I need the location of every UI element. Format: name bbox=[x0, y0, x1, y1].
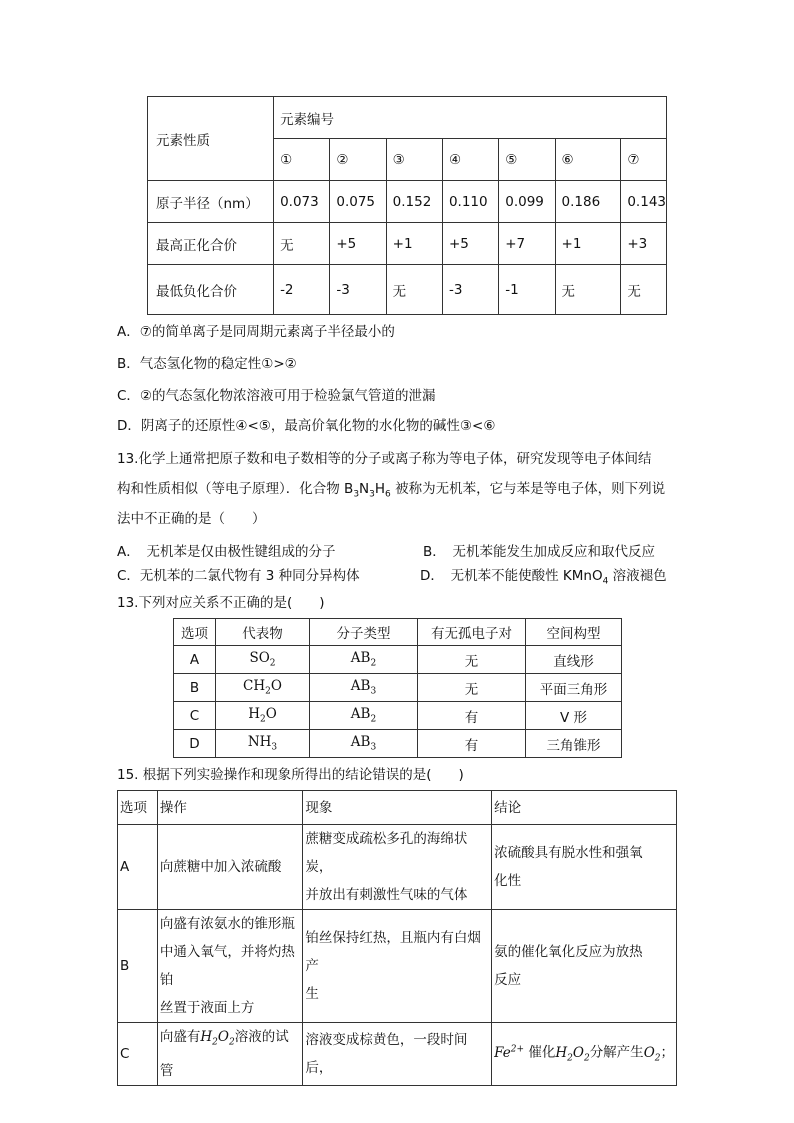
table-header-row: 选项 操作 现象 结论 bbox=[118, 791, 677, 825]
element-num: ④ bbox=[442, 139, 498, 181]
option-b: B． 无机苯能发生加成反应和取代反应 bbox=[423, 544, 656, 560]
table-row: C 向盛有$H_2O_2$溶液的试管 溶液变成棕黄色，一段时间后， $Fe^{2+}$ 催化$H_2O_2$分解产生$O_2$； bbox=[118, 1023, 677, 1086]
element-num: ③ bbox=[386, 139, 442, 181]
table-row: A 向蔗糖中加入浓硫酸 蔗糖变成疏松多孔的海绵状炭， 并放出有刺激性气味的气体 浓硫酸具有脱水性和强氧 化性 bbox=[118, 825, 677, 910]
table-row: D $NH_3$ $AB_3$ 有 三角锥形 bbox=[174, 730, 622, 758]
table-row: C $H_2O$ $AB_2$ 有 V 形 bbox=[174, 702, 622, 730]
table-row: B 向盛有浓氨水的锥形瓶 中通入氧气，并将灼热铂 丝置于液面上方 铂丝保持红热，且瓶内有白烟产 生 氨的催化氧化反应为放热 反应 bbox=[118, 910, 677, 1023]
col-header: 选项 bbox=[174, 619, 216, 646]
table-row bbox=[148, 181, 667, 223]
cell: 0.143 bbox=[621, 181, 667, 223]
option-d: D．阴离子的还原性④<⑤，最高价氧化物的水化物的碱性③<⑥ bbox=[117, 418, 496, 434]
cell: -1 bbox=[499, 265, 555, 315]
question-13b-title: 13.下列对应关系不正确的是( ) bbox=[117, 595, 325, 611]
element-num: ① bbox=[274, 139, 330, 181]
cell: +1 bbox=[555, 223, 621, 265]
element-num: ② bbox=[330, 139, 386, 181]
cell: 无 bbox=[555, 265, 621, 315]
col-header: 有无孤电子对 bbox=[418, 619, 526, 646]
element-properties-table bbox=[147, 96, 667, 315]
question-13a-line2: 构和性质相似（等电子原理）．化合物 $B_3N_3H_6$ 被称为无机苯，它与苯是等电子体，则下列说 bbox=[117, 481, 666, 500]
cell: 无 bbox=[621, 265, 667, 315]
cell: 无 bbox=[386, 265, 442, 315]
option-d: D． 无机苯不能使酸性 KMnO$_4$ 溶液褪色 bbox=[420, 568, 667, 587]
cell: 无 bbox=[274, 223, 330, 265]
table-row bbox=[148, 265, 667, 315]
element-num: ⑥ bbox=[555, 139, 621, 181]
row-label: 最低负化合价 bbox=[148, 265, 274, 315]
option-c: C．无机苯的二氯代物有 3 种同分异构体 bbox=[117, 568, 360, 584]
cell: +5 bbox=[442, 223, 498, 265]
table-row: A $SO_2$ $AB_2$ 无 直线形 bbox=[174, 646, 622, 674]
cell: +7 bbox=[499, 223, 555, 265]
experiment-table bbox=[117, 790, 677, 1086]
cell: 0.152 bbox=[386, 181, 442, 223]
cell: 0.110 bbox=[442, 181, 498, 223]
cell: 0.075 bbox=[330, 181, 386, 223]
cell: -2 bbox=[274, 265, 330, 315]
cell: 0.073 bbox=[274, 181, 330, 223]
element-num: ⑤ bbox=[499, 139, 555, 181]
col-header: 空间构型 bbox=[526, 619, 622, 646]
option-a: A．⑦的简单离子是同周期元素离子半径最小的 bbox=[117, 324, 395, 340]
cell: +1 bbox=[386, 223, 442, 265]
question-13a-line3: 法中不正确的是（ ） bbox=[117, 511, 266, 527]
correspondence-table bbox=[173, 618, 622, 758]
cell: -3 bbox=[442, 265, 498, 315]
table-header-row bbox=[174, 619, 622, 646]
row-label: 最高正化合价 bbox=[148, 223, 274, 265]
question-15-title: 15. 根据下列实验操作和现象所得出的结论错误的是( ) bbox=[117, 767, 464, 783]
col-header: 代表物 bbox=[216, 619, 310, 646]
row-label: 原子半径（nm） bbox=[148, 181, 274, 223]
option-c: C．②的气态氢化物浓溶液可用于检验氯气管道的泄漏 bbox=[117, 388, 436, 404]
cell: 0.099 bbox=[499, 181, 555, 223]
cell: +3 bbox=[621, 223, 667, 265]
question-13a-line1: 13.化学上通常把原子数和电子数相等的分子或离子称为等电子体，研究发现等电子体间结 bbox=[117, 451, 652, 467]
col-header: 分子类型 bbox=[310, 619, 418, 646]
prop-header-cell: 元素性质 bbox=[148, 97, 274, 181]
element-num: ⑦ bbox=[621, 139, 667, 181]
table-row: B $CH_2O$ $AB_3$ 无 平面三角形 bbox=[174, 674, 622, 702]
option-a: A． 无机苯是仅由极性键组成的分子 bbox=[117, 544, 336, 560]
option-b: B．气态氢化物的稳定性①>② bbox=[117, 356, 297, 372]
num-header-cell: 元素编号 bbox=[274, 97, 667, 139]
table-row bbox=[148, 223, 667, 265]
cell: +5 bbox=[330, 223, 386, 265]
cell: 0.186 bbox=[555, 181, 621, 223]
cell: -3 bbox=[330, 265, 386, 315]
